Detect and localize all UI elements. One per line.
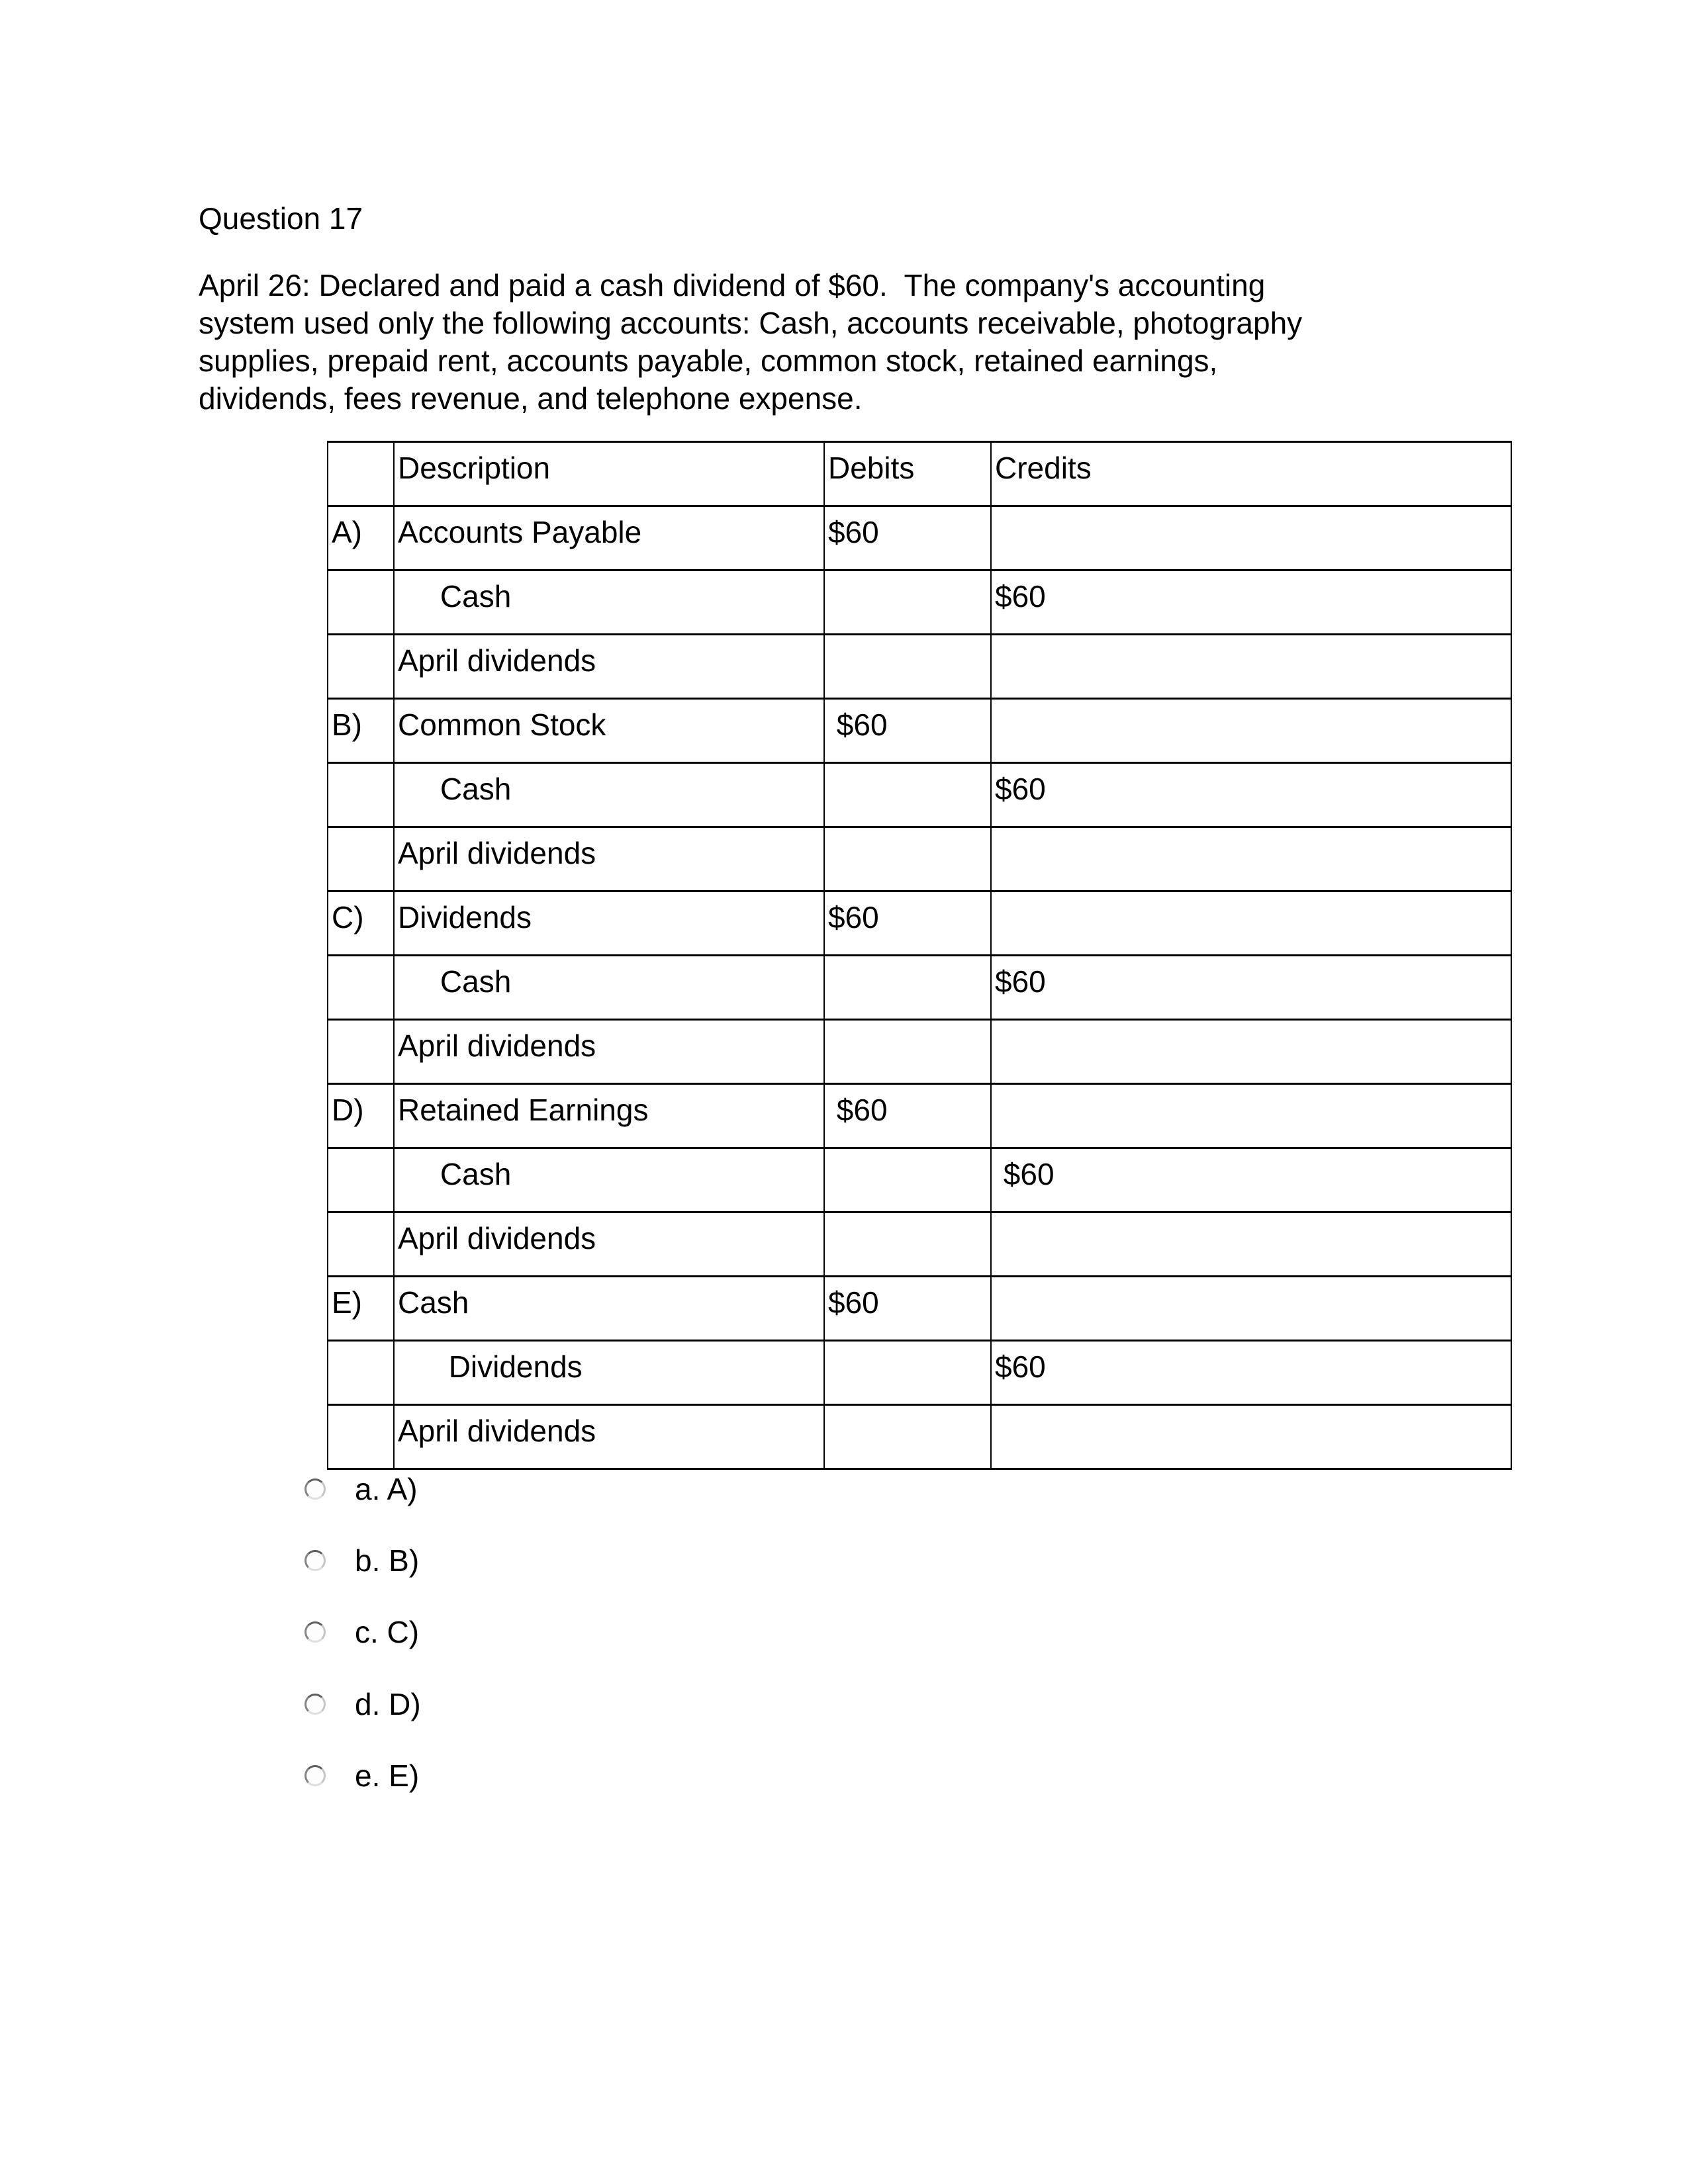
entry-letter-cell — [328, 1341, 394, 1405]
description-cell: Dividends — [394, 891, 824, 956]
credit-cell — [991, 891, 1511, 956]
entry-letter-cell — [328, 1020, 394, 1084]
entry-letter-cell — [328, 635, 394, 699]
radio-button-b[interactable] — [305, 1550, 326, 1571]
entry-letter-cell — [328, 1212, 394, 1277]
header-credits: Credits — [991, 442, 1511, 506]
debit-cell — [824, 1148, 991, 1212]
entry-letter-cell — [328, 570, 394, 635]
table-row — [328, 1277, 1511, 1341]
entry-letter-cell: C) — [328, 891, 394, 956]
credit-cell: $60 — [991, 956, 1511, 1020]
debit-cell — [824, 1405, 991, 1469]
debit-cell — [824, 827, 991, 891]
entry-letter-cell: E) — [328, 1277, 394, 1341]
debit-cell: $60 — [824, 1277, 991, 1341]
question-text-line: supplies, prepaid rent, accounts payable, common stock, retained earnings, — [199, 343, 1218, 378]
entry-letter-cell: B) — [328, 699, 394, 763]
answer-option-d — [305, 1686, 421, 1723]
entry-letter-cell — [328, 1405, 394, 1469]
table-row — [328, 699, 1511, 763]
debit-cell — [824, 956, 991, 1020]
question-text-line: system used only the following accounts: Cash, accounts receivable, photography — [199, 306, 1303, 340]
description-cell: April dividends — [394, 1405, 824, 1469]
credit-cell — [991, 635, 1511, 699]
description-cell: Common Stock — [394, 699, 824, 763]
question-number-heading: Question 17 — [199, 201, 363, 236]
description-cell: Cash — [394, 570, 824, 635]
table-row — [328, 1341, 1511, 1405]
radio-button-c[interactable] — [305, 1621, 326, 1643]
answer-option-b-label: b. B) — [355, 1543, 420, 1578]
answer-option-d-label: d. D) — [355, 1687, 421, 1721]
credit-cell — [991, 1212, 1511, 1277]
description-cell: April dividends — [394, 1020, 824, 1084]
debit-cell — [824, 1020, 991, 1084]
table-row — [328, 1405, 1511, 1469]
description-cell: Cash — [394, 763, 824, 827]
entry-letter-cell — [328, 1148, 394, 1212]
entry-letter-cell: A) — [328, 506, 394, 570]
radio-button-a[interactable] — [305, 1479, 326, 1500]
credit-cell: $60 — [991, 570, 1511, 635]
header-letter-cell — [328, 442, 394, 506]
credit-cell — [991, 699, 1511, 763]
question-text — [199, 267, 1302, 418]
description-cell: Cash — [394, 1148, 824, 1212]
table-row — [328, 763, 1511, 827]
credit-cell: $60 — [991, 763, 1511, 827]
table-row — [328, 1084, 1511, 1148]
entry-letter-cell — [328, 956, 394, 1020]
entry-letter-cell — [328, 827, 394, 891]
table-row — [328, 891, 1511, 956]
answer-option-a-label: a. A) — [355, 1472, 418, 1506]
header-debits: Debits — [824, 442, 991, 506]
radio-button-d[interactable] — [305, 1694, 326, 1715]
question-text-line: April 26: Declared and paid a cash dividend of $60. The company's accounting — [199, 268, 1266, 302]
journal-entries-table — [327, 441, 1512, 1470]
question-text-line: dividends, fees revenue, and telephone expense. — [199, 381, 863, 416]
debit-cell — [824, 635, 991, 699]
radio-button-e[interactable] — [305, 1765, 326, 1786]
credit-cell: $60 — [991, 1341, 1511, 1405]
debit-cell: $60 — [824, 1084, 991, 1148]
answer-option-a — [305, 1471, 418, 1508]
table-header-row — [328, 442, 1511, 506]
credit-cell — [991, 827, 1511, 891]
entry-letter-cell — [328, 763, 394, 827]
answer-option-c-label: c. C) — [355, 1615, 420, 1649]
table-row — [328, 956, 1511, 1020]
description-cell: Retained Earnings — [394, 1084, 824, 1148]
table-row — [328, 635, 1511, 699]
description-cell: April dividends — [394, 827, 824, 891]
credit-cell — [991, 1277, 1511, 1341]
description-cell: Dividends — [394, 1341, 824, 1405]
answer-option-b — [305, 1542, 419, 1580]
answer-option-e — [305, 1757, 419, 1795]
table-row — [328, 1020, 1511, 1084]
description-cell: Accounts Payable — [394, 506, 824, 570]
description-cell: April dividends — [394, 1212, 824, 1277]
credit-cell: $60 — [991, 1148, 1511, 1212]
debit-cell — [824, 763, 991, 827]
debit-cell — [824, 1212, 991, 1277]
header-description: Description — [394, 442, 824, 506]
debit-cell: $60 — [824, 699, 991, 763]
description-cell: Cash — [394, 956, 824, 1020]
debit-cell: $60 — [824, 891, 991, 956]
table-row — [328, 827, 1511, 891]
debit-cell — [824, 570, 991, 635]
debit-cell: $60 — [824, 506, 991, 570]
entry-letter-cell: D) — [328, 1084, 394, 1148]
credit-cell — [991, 1405, 1511, 1469]
credit-cell — [991, 1084, 1511, 1148]
description-cell: Cash — [394, 1277, 824, 1341]
table-row — [328, 1148, 1511, 1212]
description-cell: April dividends — [394, 635, 824, 699]
table-row — [328, 1212, 1511, 1277]
answer-option-c — [305, 1614, 419, 1651]
credit-cell — [991, 1020, 1511, 1084]
debit-cell — [824, 1341, 991, 1405]
table-row — [328, 506, 1511, 570]
credit-cell — [991, 506, 1511, 570]
answer-option-e-label: e. E) — [355, 1758, 420, 1793]
table-row — [328, 570, 1511, 635]
